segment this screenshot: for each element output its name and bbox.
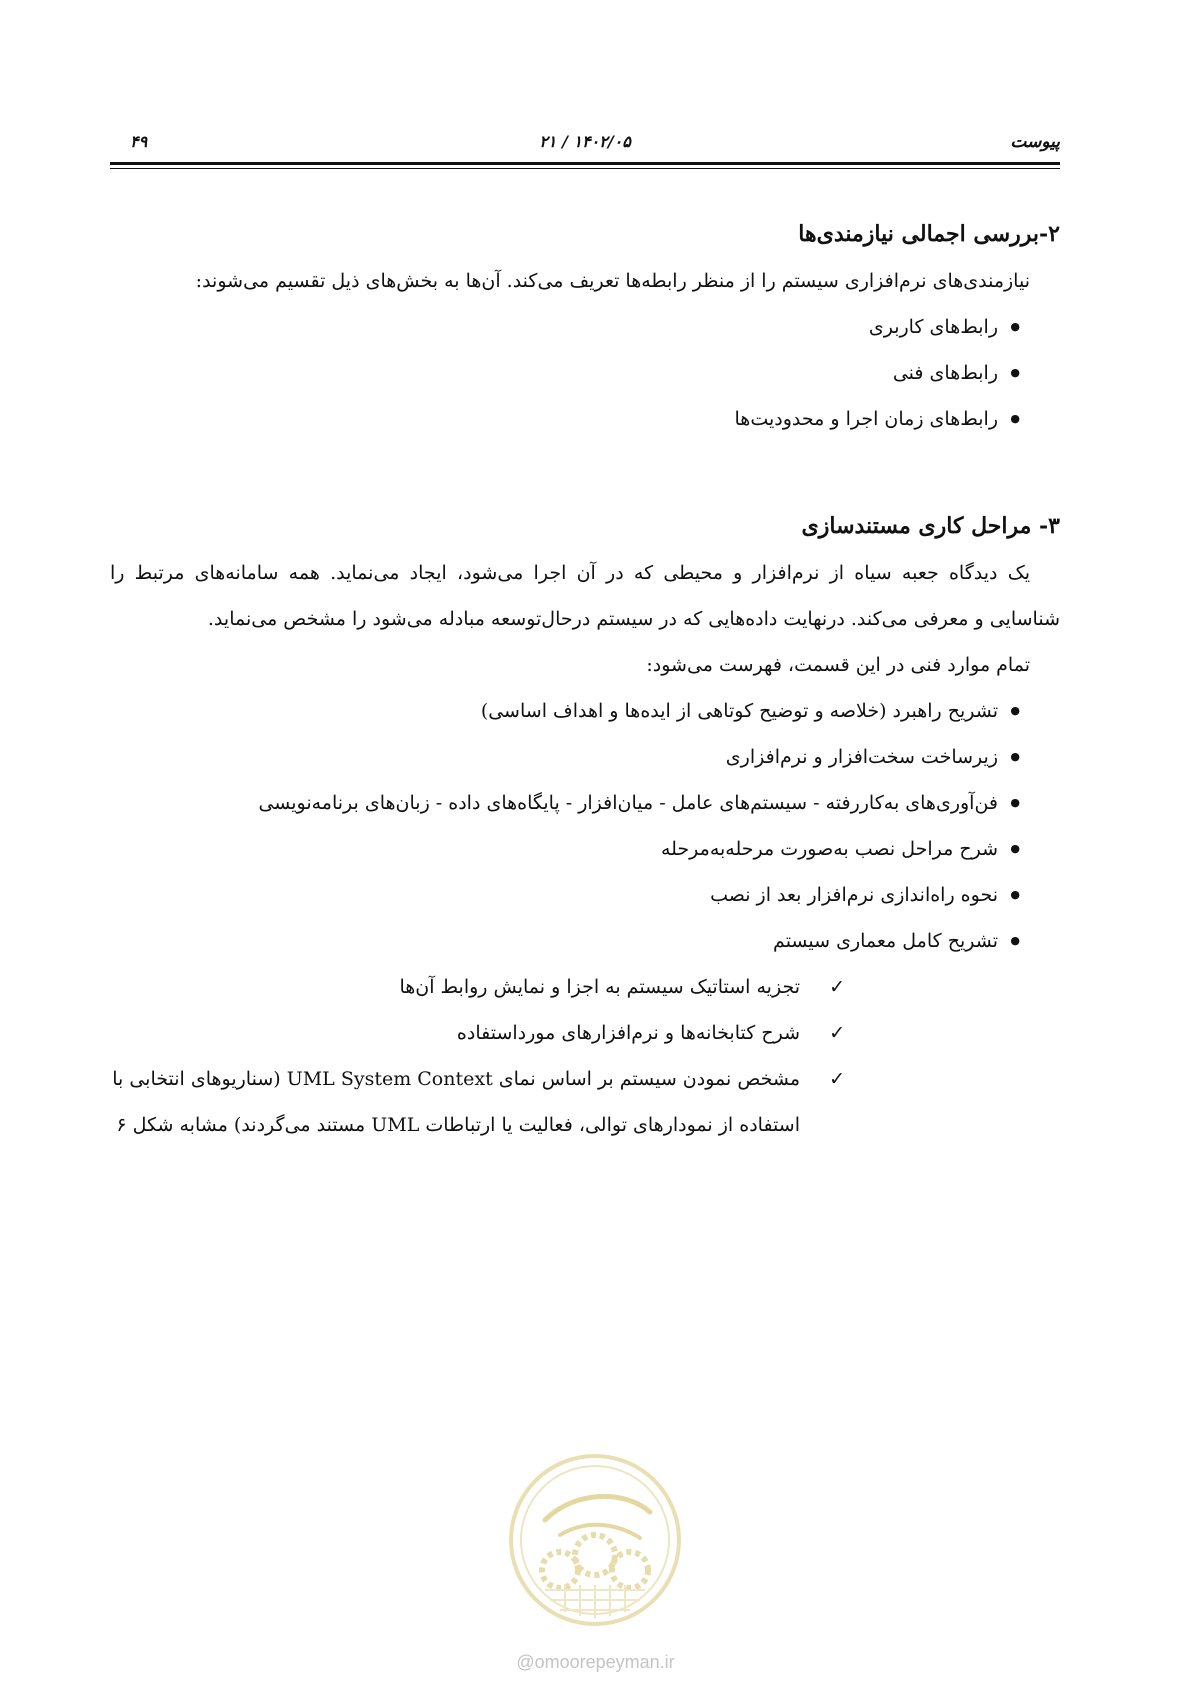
header-date: ۱۴۰۲/۰۵ / ۲۱ (539, 132, 631, 151)
list-item: ● تشریح کامل معماری سیستم (110, 918, 1060, 964)
section2-title: ۲-بررسی اجمالی نیازمندی‌ها (798, 221, 1060, 247)
section3-bullet-list (110, 688, 1060, 964)
list-item: ● زیرساخت سخت‌افزار و نرم‌افزاری (110, 734, 1060, 780)
seal-logo (505, 1450, 685, 1630)
section3-title: ۳- مراحل کاری مستندسازی (801, 513, 1060, 539)
check-item: ✓ مشخص نمودن سیستم بر اساس نمای UML System Context (سناریوهای انتخابی با استفاده از نمودارهای توالی، فعالیت یا ارتباطات UML مستند می‌گردند) مشابه شکل ۶ (110, 1056, 845, 1148)
check-item: ✓ شرح کتابخانه‌ها و نرم‌افزارهای مورداستفاده (110, 1010, 845, 1056)
list-item: ● رابط‌های زمان اجرا و محدودیت‌ها (110, 396, 1060, 442)
section3-paragraph: یک دیدگاه جعبه سیاه از نرم‌افزار و محیطی که در آن اجرا می‌شود، ایجاد می‌نماید. همه سامانه‌های مرتبط را شناسایی و معرفی می‌کند. درنهایت داده‌هایی که در سیستم درحال‌توسعه مبادله می‌شود را مشخص می‌نماید. (110, 562, 1060, 630)
section2-intro: نیازمندی‌های نرم‌افزاری سیستم را از منظر رابطه‌ها تعریف می‌کند. آن‌ها به بخش‌های ذیل تقسیم می‌شوند: (195, 270, 1030, 292)
list-item: ● رابط‌های کاربری (110, 304, 1060, 350)
section2-bullet-list (110, 304, 1060, 442)
seal-logo-icon (505, 1450, 685, 1630)
list-item: ● رابط‌های فنی (110, 350, 1060, 396)
list-item: ● تشریح راهبرد (خلاصه و توضیح کوتاهی از ایده‌ها و اهداف اساسی) (110, 688, 1060, 734)
list-item: ● فن‌آوری‌های به‌کاررفته - سیستم‌های عامل - میان‌افزار - پایگاه‌های داده - زبان‌های برنامه‌نویسی (110, 780, 1060, 826)
section3-list-intro: تمام موارد فنی در این قسمت، فهرست می‌شود: (646, 654, 1030, 676)
list-item: ● نحوه راه‌اندازی نرم‌افزار بعد از نصب (110, 872, 1060, 918)
header-rule-thin (110, 168, 1060, 169)
page-header (110, 128, 1060, 162)
watermark: @omoorepeyman.ir (516, 1652, 675, 1672)
check-item: ✓ تجزیه استاتیک سیستم به اجزا و نمایش روابط آن‌ها (110, 964, 845, 1010)
list-item: ● شرح مراحل نصب به‌صورت مرحله‌به‌مرحله (110, 826, 1060, 872)
document-body (110, 210, 1060, 1148)
header-rule-thick (110, 162, 1060, 165)
section3-check-list (110, 964, 1060, 1148)
section-spacer (110, 442, 1060, 502)
page-number: ۴۹ (130, 132, 148, 151)
header-section: پیوست (1010, 132, 1060, 152)
